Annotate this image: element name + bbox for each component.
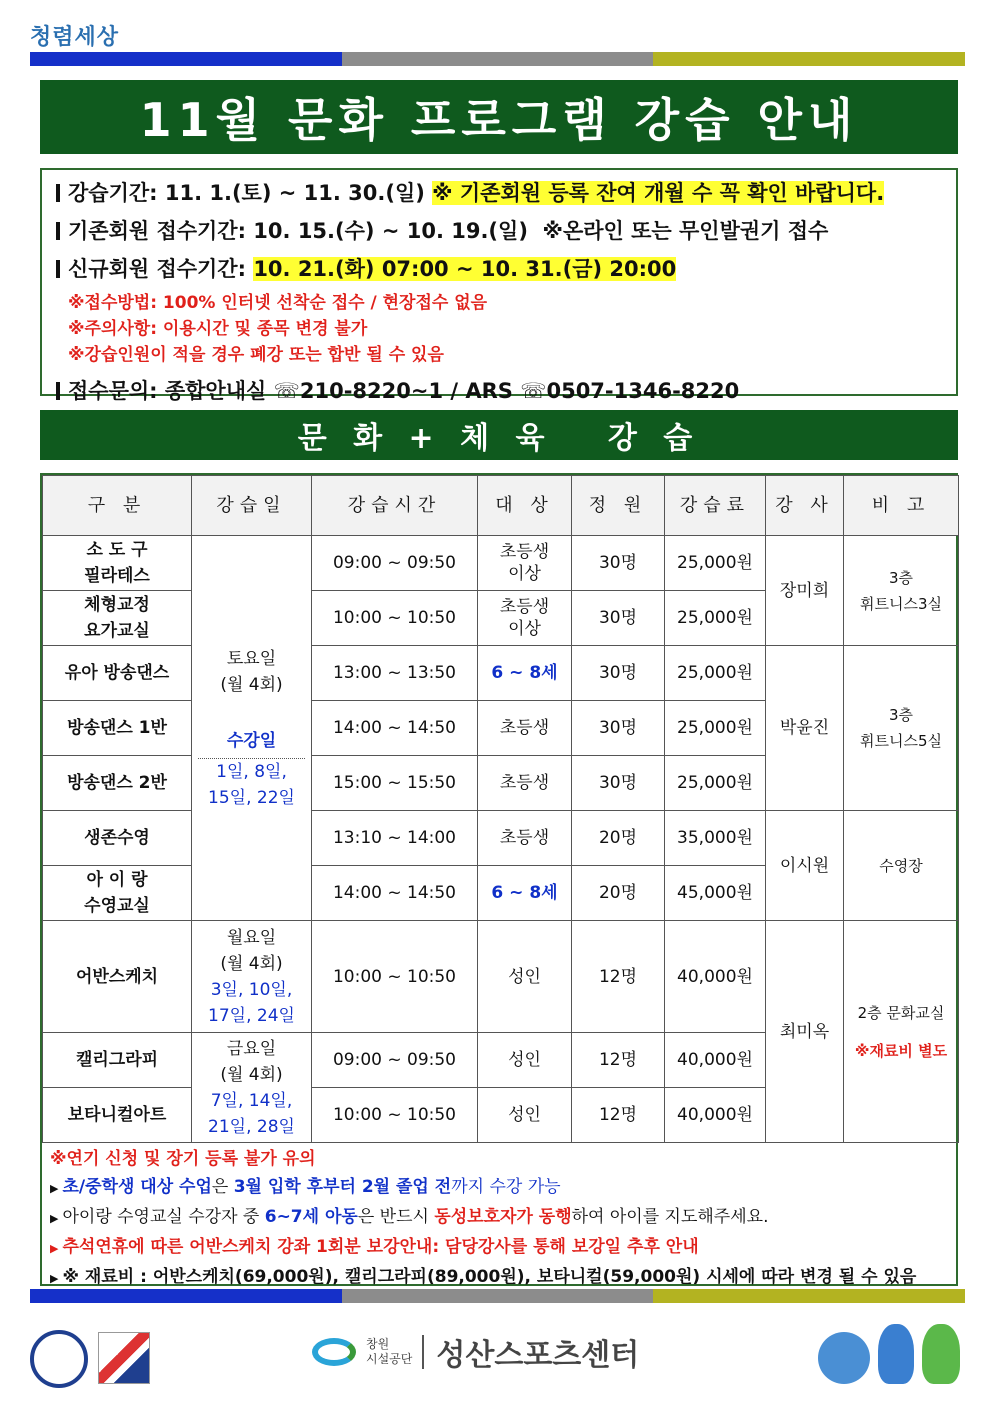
ccm-badge-icon bbox=[818, 1332, 870, 1384]
page-title: 11월 문화 프로그램 강습 안내 bbox=[139, 93, 859, 147]
table-row: 유아 방송댄스 13:00 ~ 13:50 6 ~ 8세 30명 25,000원 박윤진 3층 휘트니스5실 bbox=[43, 646, 959, 701]
section-title: 문 화 + 체 육 강 습 bbox=[297, 421, 701, 456]
section-banner bbox=[40, 410, 958, 460]
header-capacity: 정 원 bbox=[572, 476, 665, 536]
info-new: 신규회원 접수기간: 10. 21.(화) 07:00 ~ 10. 31.(금) 20:00 bbox=[56, 250, 946, 288]
table-row: 소 도 구 필라테스 토요일 (월 4회) 수강일 1일, 8일, 15일, 22일 09:00 ~ 09:50 초등생 이상 30명 25,000원 장미희 3층 휘트니스3실 bbox=[43, 536, 959, 591]
header-instructor: 강 사 bbox=[766, 476, 844, 536]
header-time: 강습시간 bbox=[312, 476, 478, 536]
schedule-table-wrap bbox=[40, 473, 958, 1286]
note-line-2: ▶ 아이랑 수영교실 수강자 중 6~7세 아동은 반드시 동성보호자가 동행하여 아이를 지도해주세요. bbox=[50, 1207, 769, 1227]
table-row: 체형교정 요가교실 10:00 ~ 10:50 초등생 이상 30명 25,000원 bbox=[43, 591, 959, 646]
footer-notes: ※연기 신청 및 장기 등록 불가 유의 ▶ 초/중학생 대상 수업은 3월 입학 후부터 2월 졸업 전까지 수강 가능 ▶ 아이랑 수영교실 수강자 중 6~7세 아동은 반드시 동성보호자가 동행하여 아이를 지도해주세요. ▶ 추석연휴에 따른 어반스케치 강좌 1회분 보강안내: 담당강사를 통해 보강일 추후 안내 ▶ ※ 재료비 : 어반스케치(69,000원), 캘리그라피(89,000원), 보타니컬(59,000원) 시세에 따라 변경 될 수 있음 bbox=[42, 1145, 956, 1293]
integrity-logo bbox=[30, 20, 119, 51]
monday-cell: 월요일 (월 4회) 3일, 10일, 17일, 24일 bbox=[192, 921, 312, 1033]
integrity-logo-text: 청렴세상 bbox=[30, 25, 120, 50]
mascot-green-icon bbox=[922, 1324, 960, 1384]
table-row: 아 이 랑 수영교실 14:00 ~ 14:50 6 ~ 8세 20명 45,000원 bbox=[43, 866, 959, 921]
schedule-table bbox=[42, 475, 959, 1143]
certification-badge-icon bbox=[98, 1332, 150, 1384]
table-row: 방송댄스 1반 14:00 ~ 14:50 초등생 30명 25,000원 bbox=[43, 701, 959, 756]
table-row: 생존수영 13:10 ~ 14:00 초등생 20명 35,000원 이시원 수영장 bbox=[43, 811, 959, 866]
new-period-value: 10. 21.(화) 07:00 ~ 10. 31.(금) 20:00 bbox=[253, 257, 677, 281]
bottom-logos bbox=[0, 1318, 992, 1388]
header-category: 구 분 bbox=[43, 476, 192, 536]
human-rights-seal-icon bbox=[30, 1330, 88, 1388]
info-notes: ※접수방법: 100% 인터넷 선착순 접수 / 현장접수 없음 ※주의사항: 이용시간 및 종목 변경 불가 ※강습인원이 적을 경우 폐강 또는 합반 될 수 있음 bbox=[68, 293, 488, 365]
table-row: 방송댄스 2반 15:00 ~ 15:50 초등생 30명 25,000원 bbox=[43, 756, 959, 811]
bottom-stripe bbox=[30, 1289, 965, 1303]
friday-cell: 금요일 (월 4회) 7일, 14일, 21일, 28일 bbox=[192, 1033, 312, 1143]
info-existing: 기존회원 접수기간: 10. 15.(수) ~ 10. 19.(일) ※온라인 또는 무인발권기 접수 bbox=[56, 212, 946, 250]
info-box bbox=[40, 168, 958, 403]
title-banner bbox=[40, 80, 958, 154]
info-contact: 접수문의: 종합안내실 ☏210-8220~1 / ARS ☏0507-1346-8220 bbox=[56, 372, 946, 410]
saturday-cell: 토요일 (월 4회) 수강일 1일, 8일, 15일, 22일 bbox=[192, 536, 312, 921]
table-row: 캘리그라피 금요일 (월 4회) 7일, 14일, 21일, 28일 09:00 ~ 09:50 성인 12명 40,000원 bbox=[43, 1033, 959, 1088]
header-day: 강습일 bbox=[192, 476, 312, 536]
corporation-logo-icon bbox=[312, 1338, 356, 1366]
note-line-4: ▶ ※ 재료비 : 어반스케치(69,000원), 캘리그라피(89,000원), 보타니컬(59,000원) 시세에 따라 변경 될 수 있음 bbox=[50, 1267, 917, 1287]
note-line-1: ▶ 초/중학생 대상 수업은 3월 입학 후부터 2월 졸업 전까지 수강 가능 bbox=[50, 1177, 561, 1197]
center-name: 성산스포츠센터 bbox=[436, 1338, 640, 1373]
header-note: 비 고 bbox=[844, 476, 959, 536]
note-line-3: ▶ 추석연휴에 따른 어반스케치 강좌 1회분 보강안내: 담당강사를 통해 보강일 추후 안내 bbox=[50, 1237, 699, 1257]
mascot-blue-icon bbox=[878, 1324, 914, 1384]
header-fee: 강습료 bbox=[665, 476, 766, 536]
header-target: 대 상 bbox=[478, 476, 572, 536]
table-row: 어반스케치 월요일 (월 4회) 3일, 10일, 17일, 24일 10:00 ~ 10:50 성인 12명 40,000원 최미옥 2층 문화교실 ※재료비 별도 bbox=[43, 921, 959, 1033]
info-period: 강습기간: 11. 1.(토) ~ 11. 30.(일) ※ 기존회원 등록 잔여 개월 수 꼭 확인 바랍니다. bbox=[56, 174, 946, 212]
center-brand: 창원 시설공단 성산스포츠센터 bbox=[312, 1330, 639, 1374]
top-stripe bbox=[30, 52, 965, 66]
period-note: ※ 기존회원 등록 잔여 개월 수 꼭 확인 바랍니다. bbox=[432, 181, 885, 205]
table-row: 보타니컬아트 10:00 ~ 10:50 성인 12명 40,000원 bbox=[43, 1088, 959, 1143]
